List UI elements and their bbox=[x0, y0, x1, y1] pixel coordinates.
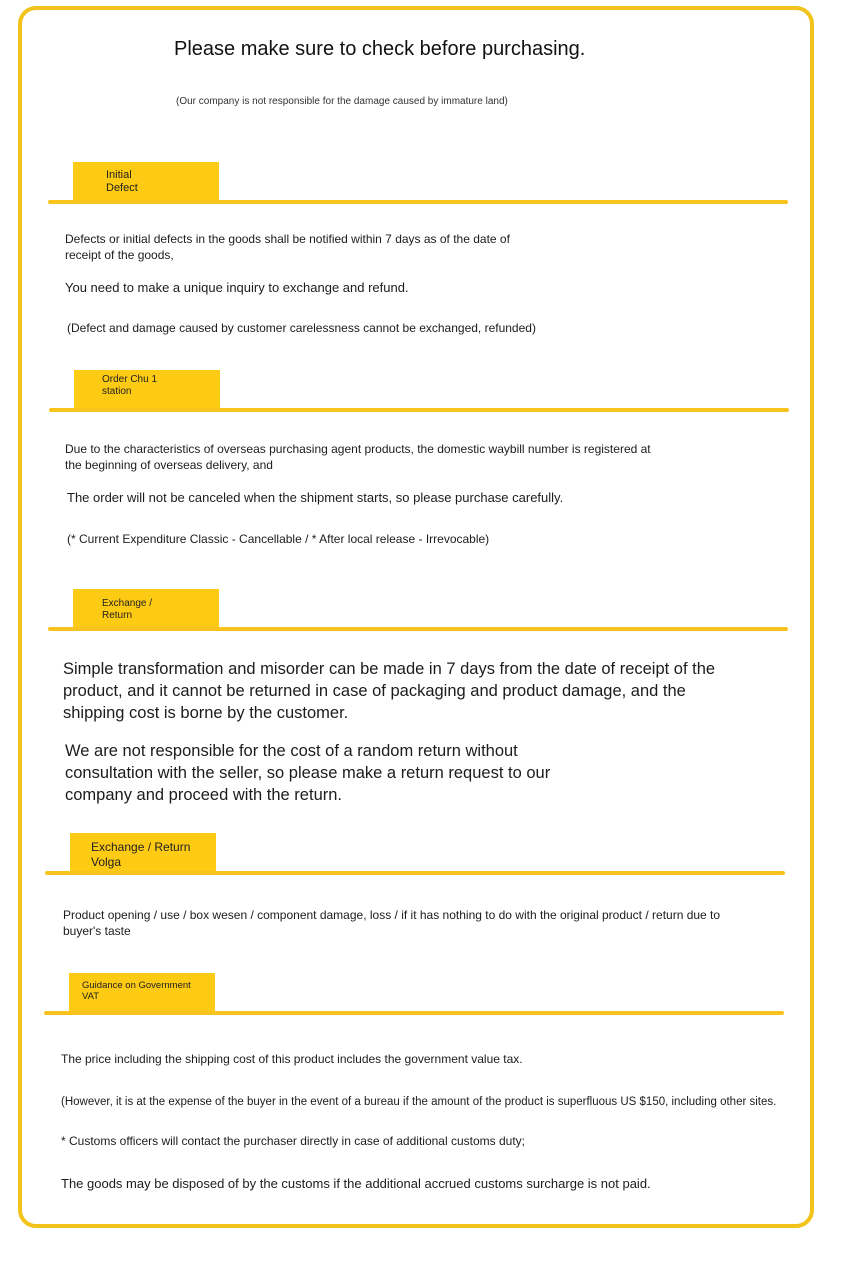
section-tag-exchange-return: Exchange / Return bbox=[73, 589, 219, 627]
section-paragraph: (However, it is at the expense of the buyer in the event of a bureau if the amount of the product is superfluous US $150, including other sites. bbox=[61, 1096, 777, 1108]
section-tag-initial-defect: Initial Defect bbox=[73, 162, 219, 200]
section-paragraph: * Customs officers will contact the purchaser directly in case of additional customs duty; bbox=[61, 1134, 525, 1148]
section-paragraph: The goods may be disposed of by the customs if the additional accrued customs surcharge is not paid. bbox=[61, 1176, 651, 1191]
page-subtitle: (Our company is not responsible for the damage caused by immature land) bbox=[176, 96, 508, 107]
section-tag-government-vat: Guidance on Government VAT bbox=[69, 973, 215, 1011]
section-paragraph: Due to the characteristics of overseas purchasing agent products, the domestic waybill number is registered at the beginning of overseas delivery, and bbox=[65, 442, 651, 472]
section-divider bbox=[44, 1011, 784, 1015]
section-paragraph: (* Current Expenditure Classic - Cancellable / * After local release - Irrevocable) bbox=[67, 532, 490, 546]
section-divider bbox=[45, 871, 785, 875]
section-tag-exchange-return-volga: Exchange / Return Volga bbox=[70, 833, 216, 871]
section-paragraph: You need to make a unique inquiry to exchange and refund. bbox=[65, 280, 409, 295]
section-paragraph: The order will not be canceled when the shipment starts, so please purchase carefully. bbox=[67, 490, 564, 505]
section-paragraph: Simple transformation and misorder can be made in 7 days from the date of receipt of the product, and it cannot be returned in case of packaging and product damage, and the shipping cost is borne by the customer. bbox=[63, 660, 716, 722]
section-paragraph: Product opening / use / box wesen / component damage, loss / if it has nothing to do with the original product / return due to buyer's taste bbox=[63, 908, 721, 938]
section-paragraph: We are not responsible for the cost of a random return without consultation with the seller, so please make a return request to our company and proceed with the return. bbox=[65, 742, 551, 804]
section-divider bbox=[48, 200, 788, 204]
section-paragraph: (Defect and damage caused by customer carelessness cannot be exchanged, refunded) bbox=[67, 321, 536, 335]
section-tag-order-station: Order Chu 1 station bbox=[74, 370, 220, 408]
section-divider bbox=[48, 627, 788, 631]
page-title: Please make sure to check before purchasing. bbox=[174, 38, 586, 60]
section-divider bbox=[49, 408, 789, 412]
section-paragraph: The price including the shipping cost of this product includes the government value tax. bbox=[61, 1052, 523, 1066]
section-paragraph: Defects or initial defects in the goods shall be notified within 7 days as of the date of receipt of the goods, bbox=[65, 232, 510, 262]
